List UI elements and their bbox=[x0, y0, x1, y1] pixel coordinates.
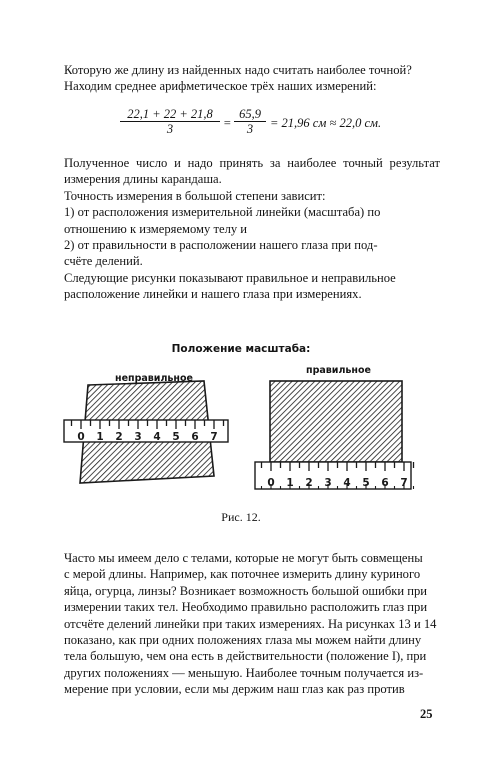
text-line: расположение линейки и нашего глаза при измерениях. bbox=[64, 287, 362, 302]
ruler-number: 7 bbox=[210, 431, 218, 443]
text-line: счёте делений. bbox=[64, 254, 143, 269]
incorrect-placement-drawing bbox=[64, 381, 228, 483]
text-line: Которую же длину из найденных надо считать наиболее точной? bbox=[64, 63, 412, 77]
text-line: показано, как при одних положениях глаза мы можем найти длину bbox=[64, 633, 422, 648]
text-line: Точность измерения в большой степени зависит: bbox=[64, 188, 326, 203]
label-incorrect: неправильное bbox=[115, 373, 193, 384]
ruler-number: 7 bbox=[400, 477, 408, 489]
ruler-number: 3 bbox=[134, 431, 142, 443]
ruler-number: 0 bbox=[77, 431, 85, 443]
text-line: тела большую, чем она есть в действительности (положение I), при bbox=[64, 649, 427, 664]
ruler-number: 2 bbox=[115, 431, 123, 443]
intro-paragraph bbox=[64, 62, 440, 95]
ruler-number: 6 bbox=[381, 477, 389, 489]
text-line: 1) от расположения измерительной линейки (масштаба) по bbox=[64, 205, 381, 220]
ruler-number: 1 bbox=[286, 477, 294, 489]
text-line: яйца, огурца, линзы? Возникает возможность большой ошибки при bbox=[64, 583, 428, 598]
text-line: мерение при условии, если мы держим наш глаз как раз против bbox=[64, 682, 405, 697]
formula-result: = 21,96 см ≈ 22,0 см. bbox=[270, 116, 382, 130]
ruler-left bbox=[64, 420, 228, 442]
text-line: Часто мы имеем дело с телами, которые не могут быть совмещены bbox=[64, 551, 423, 565]
ruler-number: 4 bbox=[343, 477, 351, 489]
equals-sign: = bbox=[223, 116, 232, 130]
ruler-number: 5 bbox=[172, 431, 180, 443]
ruler-number: 3 bbox=[324, 477, 332, 489]
fraction-numerator: 65,9 bbox=[234, 107, 266, 122]
figure-12 bbox=[0, 356, 482, 516]
ruler-number: 0 bbox=[267, 477, 275, 489]
ruler-number: 6 bbox=[191, 431, 199, 443]
text-line: Полученное число и надо принять за наиболее точный результат bbox=[64, 156, 440, 170]
ruler-number: 5 bbox=[362, 477, 370, 489]
fraction-total bbox=[234, 107, 266, 136]
text-line: измерении таких тел. Необходимо правильно расположить глаз при bbox=[64, 600, 428, 615]
text-line: других положениях — меньшую. Наиболее точным получается из- bbox=[64, 665, 424, 680]
fraction-denominator: 3 bbox=[246, 122, 254, 136]
text-line: Находим среднее арифметическое трёх наших измерений: bbox=[64, 79, 377, 94]
fraction-numerator: 22,1 + 22 + 21,8 bbox=[120, 107, 220, 122]
measurement-paragraph bbox=[64, 550, 440, 698]
measured-body-straight bbox=[270, 381, 402, 462]
accuracy-paragraph bbox=[64, 155, 440, 303]
figure-caption: Рис. 12. bbox=[221, 510, 261, 524]
text-line: отсчёте делений линейки при таких измерениях. На рисунках 13 и 14 bbox=[64, 616, 437, 631]
text-line: измерения длины карандаша. bbox=[64, 172, 222, 187]
text-line: отношению к измеряемому телу и bbox=[64, 221, 248, 236]
ruler-number: 1 bbox=[96, 431, 104, 443]
correct-placement-drawing bbox=[255, 381, 414, 489]
figure-title: Положение масштаба: bbox=[171, 343, 311, 355]
fraction-denominator: 3 bbox=[166, 122, 174, 136]
text-line: с мерой длины. Например, как поточнее измерить длину куриного bbox=[64, 567, 421, 582]
label-correct: правильное bbox=[306, 365, 371, 376]
fraction-sum bbox=[120, 107, 220, 136]
text-line: Следующие рисунки показывают правильное и неправильное bbox=[64, 270, 396, 285]
ruler-number: 4 bbox=[153, 431, 161, 443]
page-number: 25 bbox=[420, 707, 433, 721]
text-line: 2) от правильности в расположении нашего глаза при под- bbox=[64, 238, 378, 253]
ruler-number: 2 bbox=[305, 477, 313, 489]
mean-formula bbox=[120, 107, 400, 147]
